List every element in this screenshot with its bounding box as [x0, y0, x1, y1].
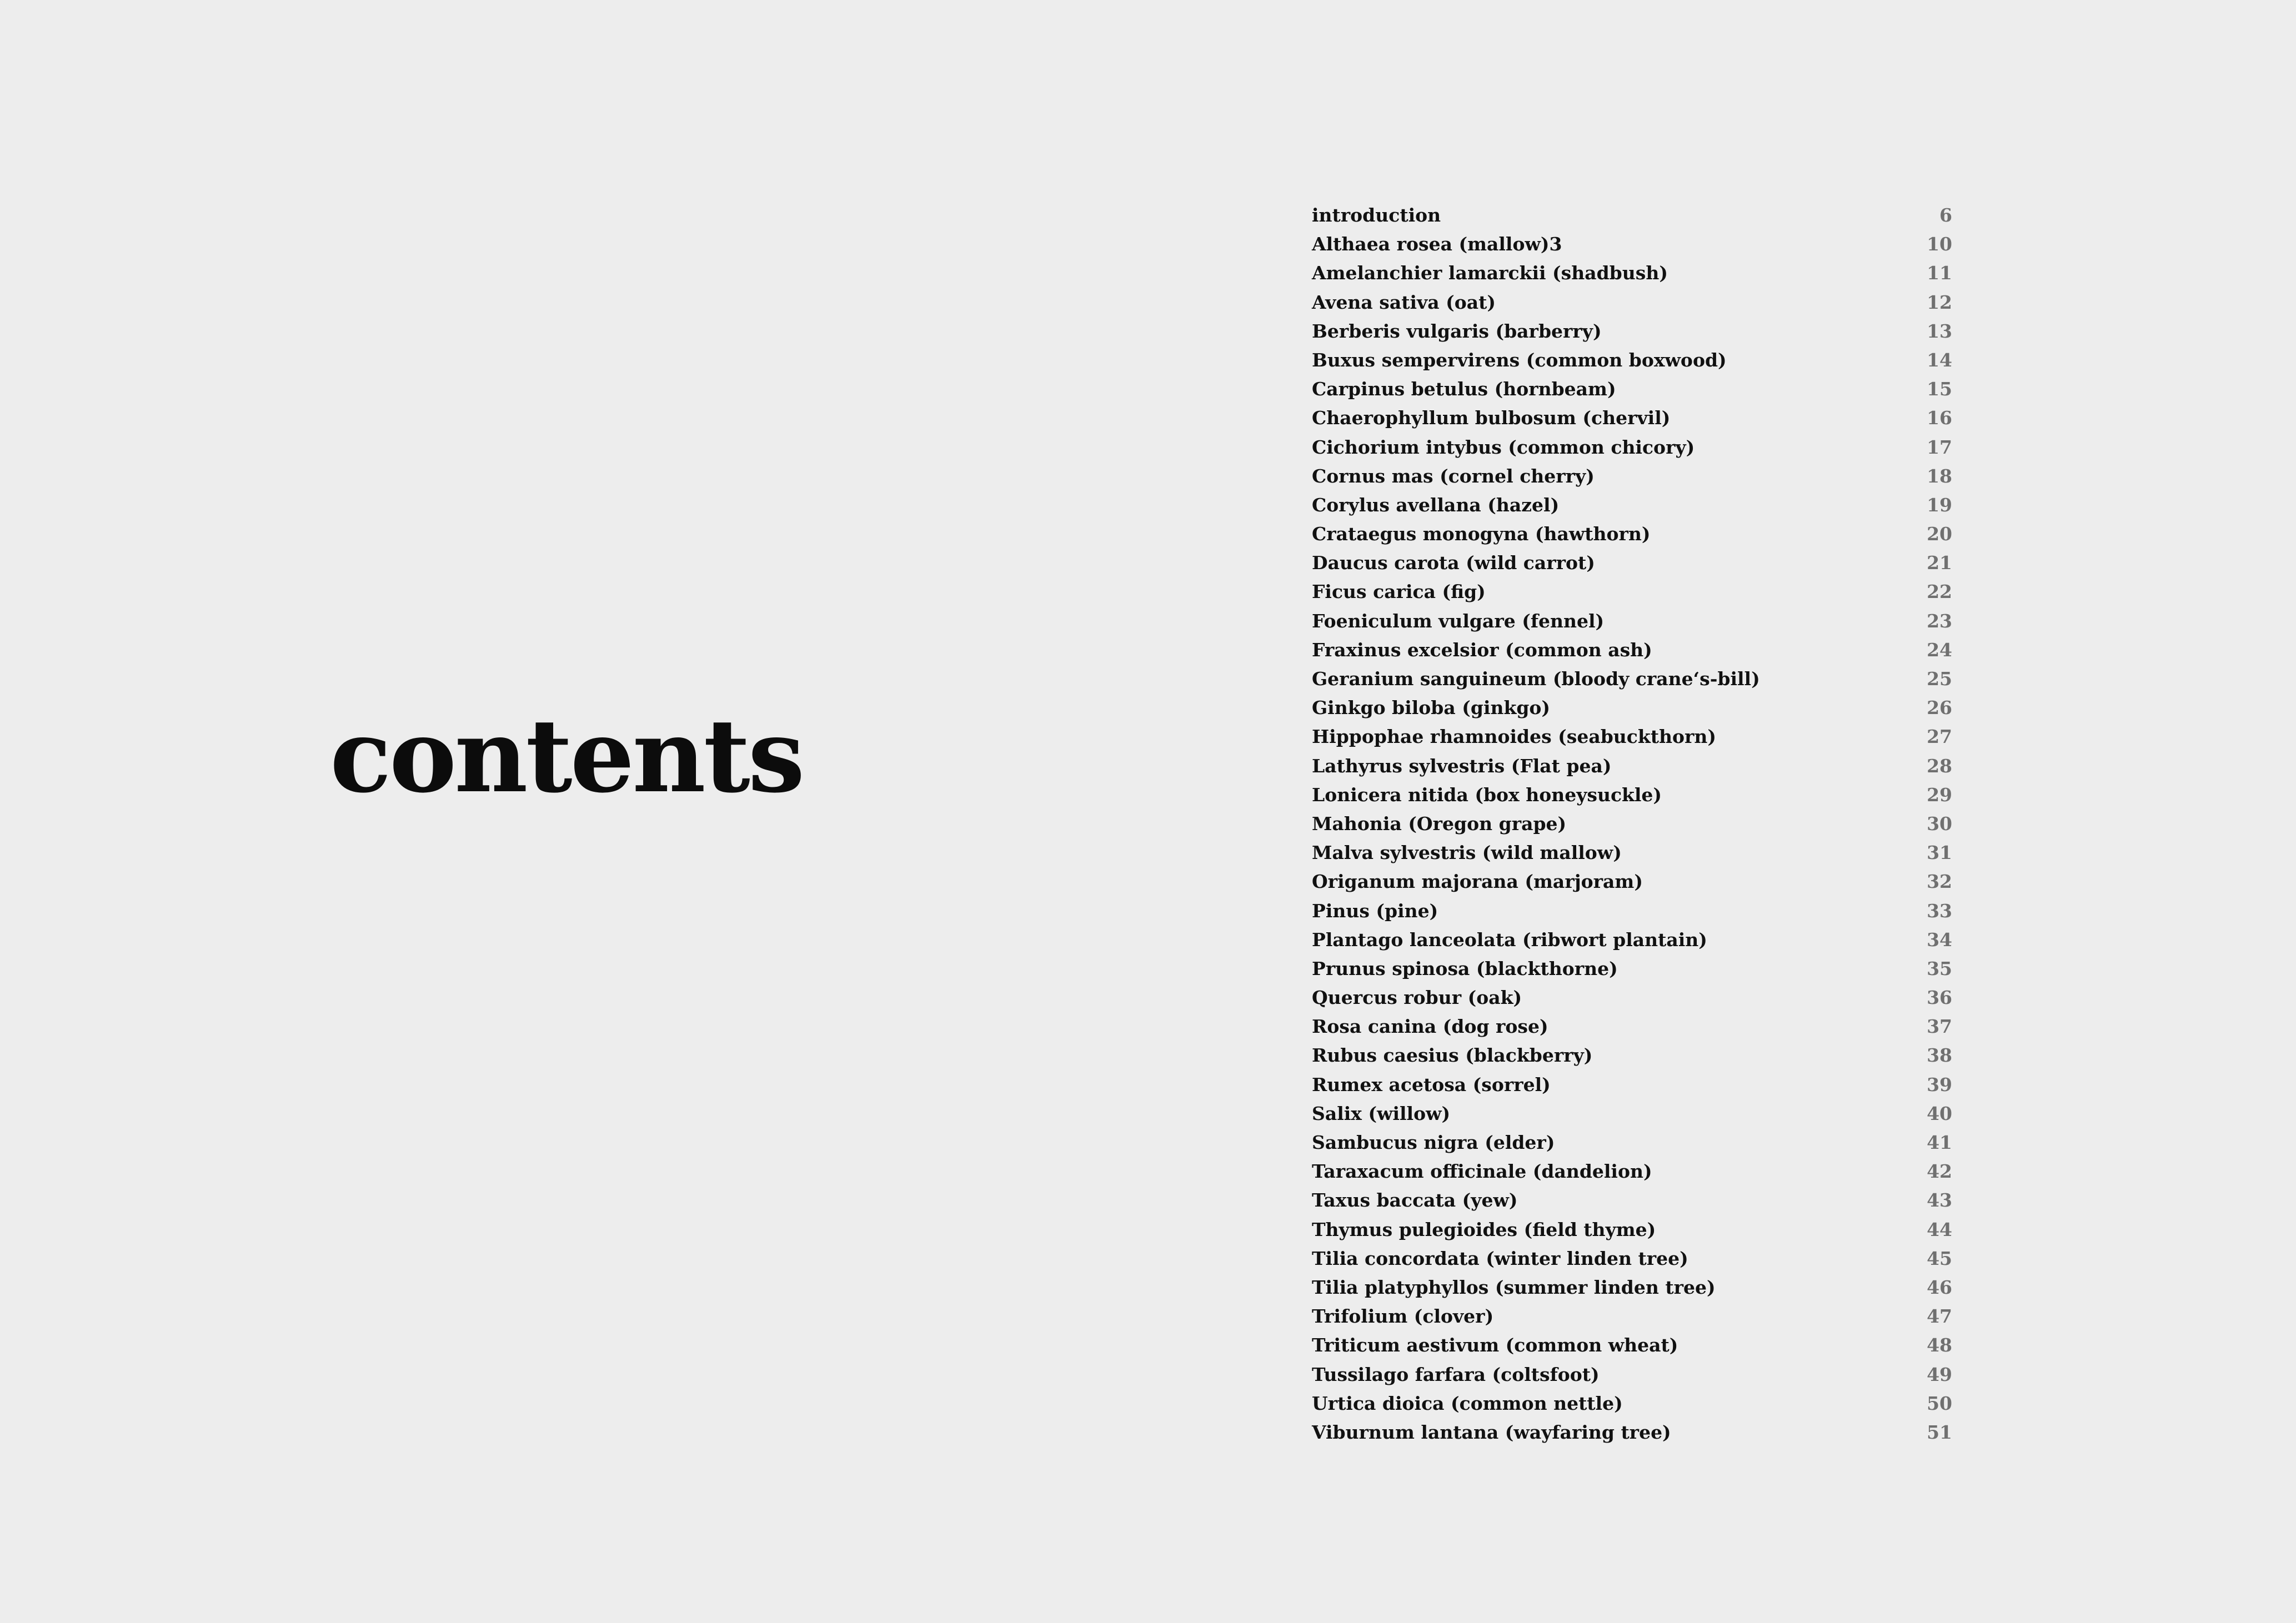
toc-entry-title: Daucus carota (wild carrot) — [1312, 552, 1595, 574]
toc-entry[interactable] — [1312, 462, 1952, 491]
toc-entry-title: Taraxacum officinale (dandelion) — [1312, 1160, 1652, 1183]
toc-page-number: 19 — [1927, 494, 1952, 516]
toc-page-number: 23 — [1927, 610, 1952, 632]
toc-entry[interactable] — [1312, 1099, 1952, 1128]
toc-entry-title: Avena sativa (oat) — [1312, 291, 1496, 313]
toc-entry[interactable] — [1312, 1071, 1952, 1099]
toc-page-number: 46 — [1927, 1276, 1952, 1298]
toc-entry-title: Sambucus nigra (elder) — [1312, 1132, 1555, 1153]
toc-page-number: 33 — [1927, 900, 1952, 922]
toc-page-number: 51 — [1927, 1421, 1952, 1443]
toc-page-number: 12 — [1927, 291, 1952, 313]
toc-entry-title: Carpinus betulus (hornbeam) — [1312, 378, 1616, 400]
toc-page-number: 50 — [1927, 1392, 1952, 1414]
toc-entry-title: Prunus spinosa (blackthorne) — [1312, 957, 1618, 979]
toc-entry[interactable] — [1312, 1273, 1952, 1302]
toc-entry-title: Althaea rosea (mallow)3 — [1312, 233, 1562, 255]
toc-page-number: 13 — [1927, 320, 1952, 342]
toc-entry-title: Malva sylvestris (wild mallow) — [1312, 842, 1622, 864]
toc-page-number: 17 — [1927, 436, 1952, 458]
toc-page-number: 38 — [1927, 1044, 1952, 1067]
toc-entry[interactable] — [1312, 577, 1952, 606]
toc-entry-title: Triticum aestivum (common wheat) — [1312, 1334, 1678, 1356]
toc-entry-title: introduction — [1312, 204, 1441, 226]
toc-entry[interactable] — [1312, 259, 1952, 288]
toc-entry[interactable] — [1312, 433, 1952, 462]
toc-page-number: 29 — [1927, 783, 1952, 806]
toc-entry[interactable] — [1312, 1157, 1952, 1186]
toc-entry-title: Thymus pulegioides (field thyme) — [1312, 1218, 1656, 1240]
toc-page-number: 49 — [1927, 1363, 1952, 1385]
toc-entry[interactable] — [1312, 694, 1952, 722]
toc-entry[interactable] — [1312, 1012, 1952, 1041]
toc-entry-title: Foeniculum vulgare (fennel) — [1312, 610, 1605, 632]
toc-entry[interactable] — [1312, 288, 1952, 317]
toc-entry-title: Urtica dioica (common nettle) — [1312, 1392, 1623, 1414]
toc-page-number: 26 — [1927, 697, 1952, 719]
toc-entry[interactable] — [1312, 607, 1952, 636]
toc-page-number: 44 — [1927, 1218, 1952, 1240]
toc-entry-title: Cornus mas (cornel cherry) — [1312, 465, 1595, 487]
toc-entry-title: Plantago lanceolata (ribwort plantain) — [1312, 928, 1707, 951]
toc-page-number: 28 — [1927, 755, 1952, 777]
toc-entry-title: Hippophae rhamnoides (seabuckthorn) — [1312, 726, 1716, 748]
toc-entry-title: Tilia concordata (winter linden tree) — [1312, 1247, 1688, 1269]
toc-page-number: 39 — [1927, 1073, 1952, 1096]
toc-entry-title: Viburnum lantana (wayfaring tree) — [1312, 1421, 1671, 1443]
toc-page-number: 41 — [1927, 1132, 1952, 1153]
toc-entry-title: Corylus avellana (hazel) — [1312, 494, 1560, 516]
toc-page-number: 43 — [1927, 1189, 1952, 1212]
toc-entry[interactable] — [1312, 838, 1952, 867]
toc-entry-title: Lathyrus sylvestris (Flat pea) — [1312, 755, 1612, 777]
toc-entry[interactable] — [1312, 954, 1952, 983]
toc-entry[interactable] — [1312, 1302, 1952, 1331]
toc-entry[interactable] — [1312, 404, 1952, 433]
toc-entry[interactable] — [1312, 1128, 1952, 1157]
toc-entry-title: Salix (willow) — [1312, 1102, 1451, 1124]
toc-page-number: 45 — [1927, 1247, 1952, 1269]
toc-entry[interactable] — [1312, 1389, 1952, 1418]
toc-entry[interactable] — [1312, 867, 1952, 896]
toc-entry[interactable] — [1312, 1360, 1952, 1389]
toc-entry-title: Chaerophyllum bulbosum (chervil) — [1312, 407, 1671, 429]
toc-entry[interactable] — [1312, 781, 1952, 810]
toc-entry-title: Tilia platyphyllos (summer linden tree) — [1312, 1276, 1716, 1298]
toc-entry[interactable] — [1312, 897, 1952, 926]
toc-entry[interactable] — [1312, 983, 1952, 1012]
toc-entry-title: Amelanchier lamarckii (shadbush) — [1312, 262, 1668, 284]
toc-page-number: 6 — [1939, 204, 1952, 226]
toc-entry-title: Lonicera nitida (box honeysuckle) — [1312, 783, 1662, 806]
toc-entry[interactable] — [1312, 752, 1952, 781]
toc-page-number: 32 — [1927, 871, 1952, 893]
toc-entry[interactable] — [1312, 201, 1952, 230]
toc-page-number: 14 — [1927, 349, 1952, 371]
toc-entry[interactable] — [1312, 491, 1952, 520]
toc-page-number: 10 — [1927, 233, 1952, 255]
toc-page-number: 15 — [1927, 378, 1952, 400]
toc-entry[interactable] — [1312, 926, 1952, 954]
toc-entry[interactable] — [1312, 375, 1952, 404]
toc-entry[interactable] — [1312, 1331, 1952, 1360]
toc-entry[interactable] — [1312, 810, 1952, 838]
toc-page-number: 20 — [1927, 523, 1952, 545]
toc-entry-title: Pinus (pine) — [1312, 900, 1438, 922]
toc-page-number: 36 — [1927, 987, 1952, 1009]
toc-entry-title: Rubus caesius (blackberry) — [1312, 1044, 1593, 1067]
toc-page-number: 37 — [1927, 1016, 1952, 1038]
toc-entry-title: Rosa canina (dog rose) — [1312, 1016, 1548, 1038]
toc-entry-title: Fraxinus excelsior (common ash) — [1312, 639, 1652, 661]
toc-entry[interactable] — [1312, 520, 1952, 549]
toc-page-number: 18 — [1927, 465, 1952, 487]
toc-page-number: 31 — [1927, 842, 1952, 864]
page-title: contents — [330, 696, 803, 815]
toc-page-number: 42 — [1927, 1160, 1952, 1183]
toc-entry-title: Ginkgo biloba (ginkgo) — [1312, 697, 1551, 719]
toc-page-number: 35 — [1927, 957, 1952, 979]
toc-entry[interactable] — [1312, 636, 1952, 665]
toc-entry-title: Crataegus monogyna (hawthorn) — [1312, 523, 1651, 545]
toc-page-number: 16 — [1927, 407, 1952, 429]
toc-page-number: 11 — [1927, 262, 1952, 284]
toc-entry[interactable] — [1312, 1041, 1952, 1070]
toc-page-number: 25 — [1927, 668, 1952, 690]
toc-entry-title: Mahonia (Oregon grape) — [1312, 812, 1567, 835]
toc-entry-title: Cichorium intybus (common chicory) — [1312, 436, 1695, 458]
toc-entry-title: Berberis vulgaris (barberry) — [1312, 320, 1602, 342]
toc-entry[interactable] — [1312, 665, 1952, 694]
toc-page-number: 24 — [1927, 639, 1952, 661]
toc-entry-title: Origanum majorana (marjoram) — [1312, 871, 1643, 893]
toc-entry-title: Quercus robur (oak) — [1312, 987, 1522, 1009]
toc-page-number: 48 — [1927, 1334, 1952, 1356]
toc-page-number: 30 — [1927, 812, 1952, 835]
toc-entry-title: Tussilago farfara (coltsfoot) — [1312, 1363, 1600, 1385]
toc-entry[interactable] — [1312, 1215, 1952, 1244]
toc-entry[interactable] — [1312, 230, 1952, 259]
toc-entry-title: Trifolium (clover) — [1312, 1305, 1494, 1328]
toc-entry[interactable] — [1312, 1418, 1952, 1447]
toc-page-number: 21 — [1927, 552, 1952, 574]
toc-entry[interactable] — [1312, 317, 1952, 346]
toc-entry[interactable] — [1312, 346, 1952, 375]
toc-page-number: 34 — [1927, 928, 1952, 951]
toc-entry-title: Geranium sanguineum (bloody crane‘s-bill) — [1312, 668, 1760, 690]
toc-entry[interactable] — [1312, 549, 1952, 577]
toc-page-number: 22 — [1927, 581, 1952, 603]
toc-entry-title: Taxus baccata (yew) — [1312, 1189, 1518, 1212]
toc-entry[interactable] — [1312, 722, 1952, 751]
toc-entry-title: Buxus sempervirens (common boxwood) — [1312, 349, 1727, 371]
toc-page-number: 27 — [1927, 726, 1952, 748]
toc-page-number: 47 — [1927, 1305, 1952, 1328]
toc-entry-title: Ficus carica (fig) — [1312, 581, 1486, 603]
toc-entry[interactable] — [1312, 1244, 1952, 1273]
toc-entry[interactable] — [1312, 1186, 1952, 1215]
table-of-contents — [1312, 201, 1952, 1447]
toc-entry-title: Rumex acetosa (sorrel) — [1312, 1073, 1551, 1096]
toc-page-number: 40 — [1927, 1102, 1952, 1124]
